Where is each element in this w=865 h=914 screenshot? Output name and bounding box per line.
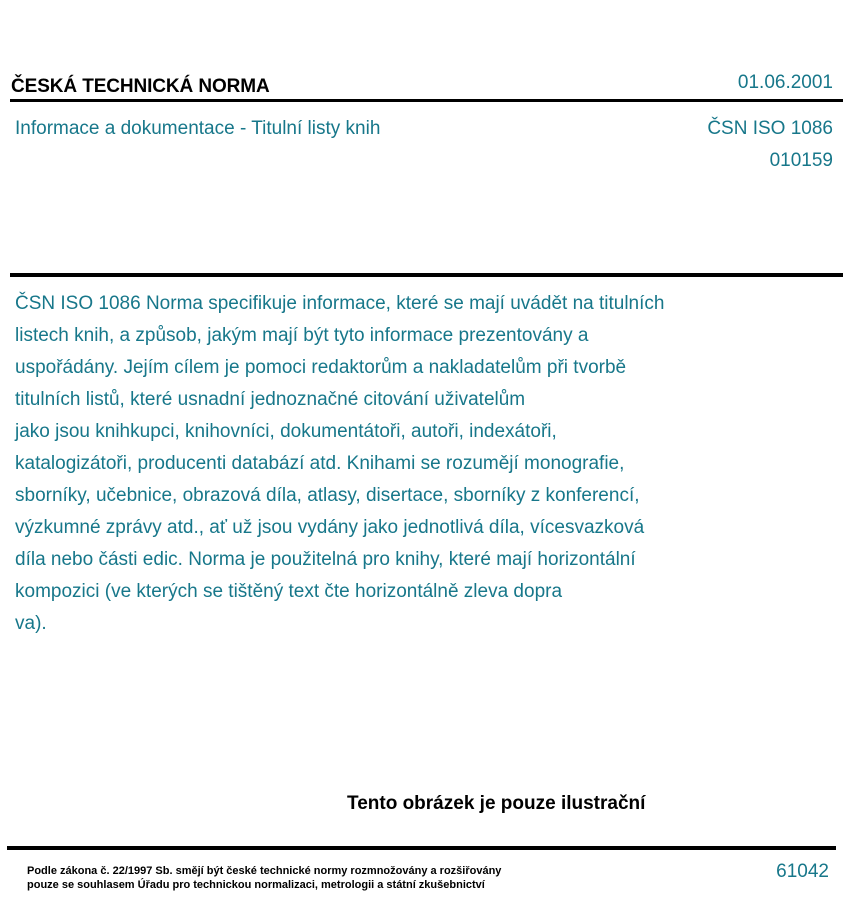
legal-notice-line: pouze se souhlasem Úřadu pro technickou normalizaci, metrologii a státní zkušebnictví: [27, 879, 485, 891]
abstract-line: katalogizátoři, producenti databází atd. Knihami se rozumějí monografie,: [15, 453, 625, 474]
abstract-line: va).: [15, 613, 47, 634]
abstract-line: ČSN ISO 1086 Norma specifikuje informace, které se mají uvádět na titulních: [15, 293, 665, 314]
legal-notice-line: Podle zákona č. 22/1997 Sb. smějí být české technické normy rozmnožovány a rozšiřovány: [27, 865, 502, 877]
abstract-line: uspořádány. Jejím cílem je pomoci redaktorům a nakladatelům při tvorbě: [15, 357, 627, 378]
norm-type-title: ČESKÁ TECHNICKÁ NORMA: [11, 76, 270, 97]
abstract-line: titulních listů, které usnadní jednoznačné citování uživatelům: [15, 389, 526, 410]
abstract-line: listech knih, a způsob, jakým mají být tyto informace prezentovány a: [15, 325, 589, 346]
document-code: ČSN ISO 1086: [707, 118, 833, 139]
header-divider: [10, 99, 843, 102]
abstract-line: sborníky, učebnice, obrazová díla, atlasy, disertace, sborníky z konferencí,: [15, 485, 640, 506]
page-id: 61042: [776, 861, 829, 882]
abstract-line: kompozici (ve kterých se tištěný text čte horizontálně zleva dopra: [15, 581, 563, 602]
section-divider: [10, 273, 843, 277]
document-number: 010159: [769, 150, 833, 171]
abstract-line: díla nebo části edic. Norma je použitelná pro knihy, které mají horizontální: [15, 549, 636, 570]
abstract-text: [15, 288, 845, 640]
issue-date: 01.06.2001: [737, 72, 833, 93]
document-subject: Informace a dokumentace - Titulní listy knih: [15, 118, 381, 139]
legal-notice: [27, 864, 501, 892]
abstract-line: jako jsou knihkupci, knihovníci, dokumentátoři, autoři, indexátoři,: [15, 421, 557, 442]
abstract-line: výzkumné zprávy atd., ať už jsou vydány jako jednotlivá díla, vícesvazková: [15, 517, 645, 538]
illustration-disclaimer: Tento obrázek je pouze ilustrační: [347, 793, 646, 814]
footer-divider: [7, 846, 836, 850]
